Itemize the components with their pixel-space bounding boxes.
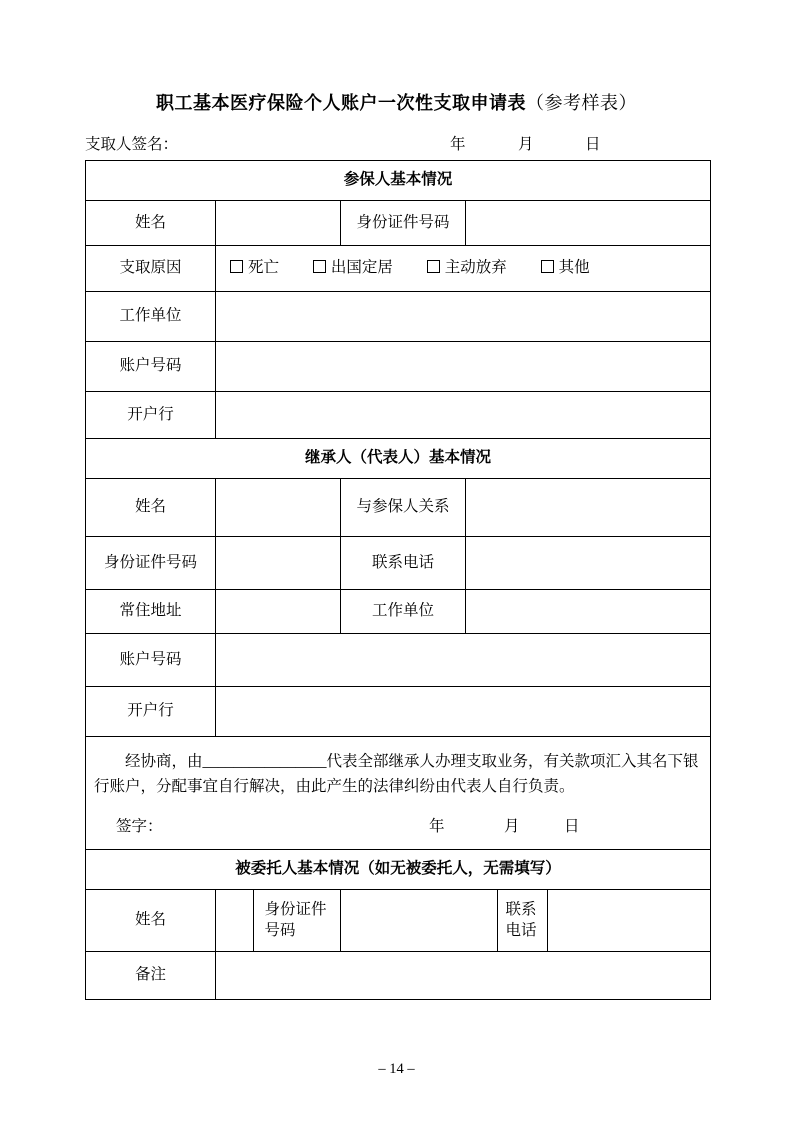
table-row	[86, 439, 711, 479]
table-row	[86, 634, 711, 687]
table-row	[86, 952, 711, 1000]
heir-employer-label: 工作单位	[341, 590, 466, 634]
insured-employer-label: 工作单位	[86, 292, 216, 342]
month-label: 月	[518, 136, 534, 153]
delegate-id-label	[254, 890, 341, 952]
heir-bank-input-cell[interactable]	[216, 687, 711, 737]
insured-account-number-label: 账户号码	[86, 342, 216, 392]
reason-checkbox-death[interactable]	[230, 258, 279, 279]
insured-bank-label: 开户行	[86, 392, 216, 439]
month-label: 月	[504, 818, 520, 836]
delegate-phone-label	[498, 890, 548, 952]
day-label: 日	[564, 818, 580, 836]
checkbox-icon	[541, 260, 554, 273]
heir-address-label: 常住地址	[86, 590, 216, 634]
reason-checkbox-emigration[interactable]	[313, 258, 393, 279]
table-row	[86, 890, 711, 952]
insured-bank-input-cell[interactable]	[216, 392, 711, 439]
page-title	[0, 89, 793, 115]
agreement-text: 经协商，由________________代表全部继承人办理支取业务，有关款项汇入其名下银行账户，分配事宜自行解决，由此产生的法律纠纷由代表人自行负责。	[94, 753, 699, 796]
heir-phone-input-cell[interactable]	[466, 537, 711, 590]
insured-name-input-cell[interactable]	[216, 201, 341, 246]
signature-label: 签字：	[116, 818, 163, 836]
delegate-name-label: 姓名	[86, 890, 216, 952]
table-row	[86, 246, 711, 292]
heir-phone-label: 联系电话	[341, 537, 466, 590]
checkbox-icon	[230, 260, 243, 273]
insured-account-number-input-cell[interactable]	[216, 342, 711, 392]
heir-id-label: 身份证件号码	[86, 537, 216, 590]
heir-account-number-label: 账户号码	[86, 634, 216, 687]
table-row	[86, 737, 711, 850]
application-form-table	[85, 160, 711, 1000]
section-header-heir: 继承人（代表人）基本情况	[86, 439, 711, 479]
withdrawer-signature-label: 支取人签名：	[85, 136, 179, 153]
insured-employer-input-cell[interactable]	[216, 292, 711, 342]
heir-id-input-cell[interactable]	[216, 537, 341, 590]
table-row	[86, 161, 711, 201]
year-label: 年	[429, 818, 445, 836]
heir-relation-input-cell[interactable]	[466, 479, 711, 537]
page-title-main: 职工基本医疗保险个人账户一次性支取申请表	[156, 93, 526, 113]
section-header-insured: 参保人基本情况	[86, 161, 711, 201]
heir-relation-label: 与参保人关系	[341, 479, 466, 537]
insured-id-input-cell[interactable]	[466, 201, 711, 246]
page-title-suffix: （参考样表）	[526, 93, 637, 113]
insured-id-label: 身份证件号码	[341, 201, 466, 246]
insured-name-label: 姓名	[86, 201, 216, 246]
reason-checkbox-voluntary-waiver[interactable]	[427, 258, 507, 279]
withdrawer-signature-line	[85, 132, 710, 154]
table-row	[86, 537, 711, 590]
table-row	[86, 850, 711, 890]
table-row	[86, 479, 711, 537]
heir-account-number-input-cell[interactable]	[216, 634, 711, 687]
agreement-cell	[86, 737, 711, 850]
withdraw-reason-label: 支取原因	[86, 246, 216, 292]
reason-option-label: 死亡	[248, 259, 280, 277]
delegate-phone-label-text: 联系电话	[505, 900, 537, 939]
section-header-delegate: 被委托人基本情况（如无被委托人，无需填写）	[86, 850, 711, 890]
reason-checkbox-other[interactable]	[541, 258, 590, 279]
heir-employer-input-cell[interactable]	[466, 590, 711, 634]
reason-option-label: 其他	[558, 259, 590, 277]
year-label: 年	[450, 136, 466, 153]
table-row	[86, 342, 711, 392]
heir-name-input-cell[interactable]	[216, 479, 341, 537]
reason-option-label: 主动放弃	[444, 259, 507, 277]
heir-address-input-cell[interactable]	[216, 590, 341, 634]
table-row	[86, 292, 711, 342]
reason-option-label: 出国定居	[330, 259, 393, 277]
heir-name-label: 姓名	[86, 479, 216, 537]
table-row	[86, 201, 711, 246]
table-row	[86, 687, 711, 737]
remarks-input-cell[interactable]	[216, 952, 711, 1000]
checkbox-icon	[313, 260, 326, 273]
delegate-phone-input-cell[interactable]	[548, 890, 711, 952]
checkbox-icon	[427, 260, 440, 273]
page-number: – 14 –	[378, 1061, 415, 1077]
delegate-name-input-cell[interactable]	[216, 890, 254, 952]
table-row	[86, 392, 711, 439]
remarks-label: 备注	[86, 952, 216, 1000]
delegate-id-input-cell[interactable]	[341, 890, 498, 952]
table-row	[86, 590, 711, 634]
withdraw-reason-options-cell	[216, 246, 711, 292]
day-label: 日	[585, 136, 601, 153]
representative-signature-line	[94, 817, 702, 839]
delegate-id-label-text: 身份证件号码	[264, 900, 327, 939]
heir-bank-label: 开户行	[86, 687, 216, 737]
